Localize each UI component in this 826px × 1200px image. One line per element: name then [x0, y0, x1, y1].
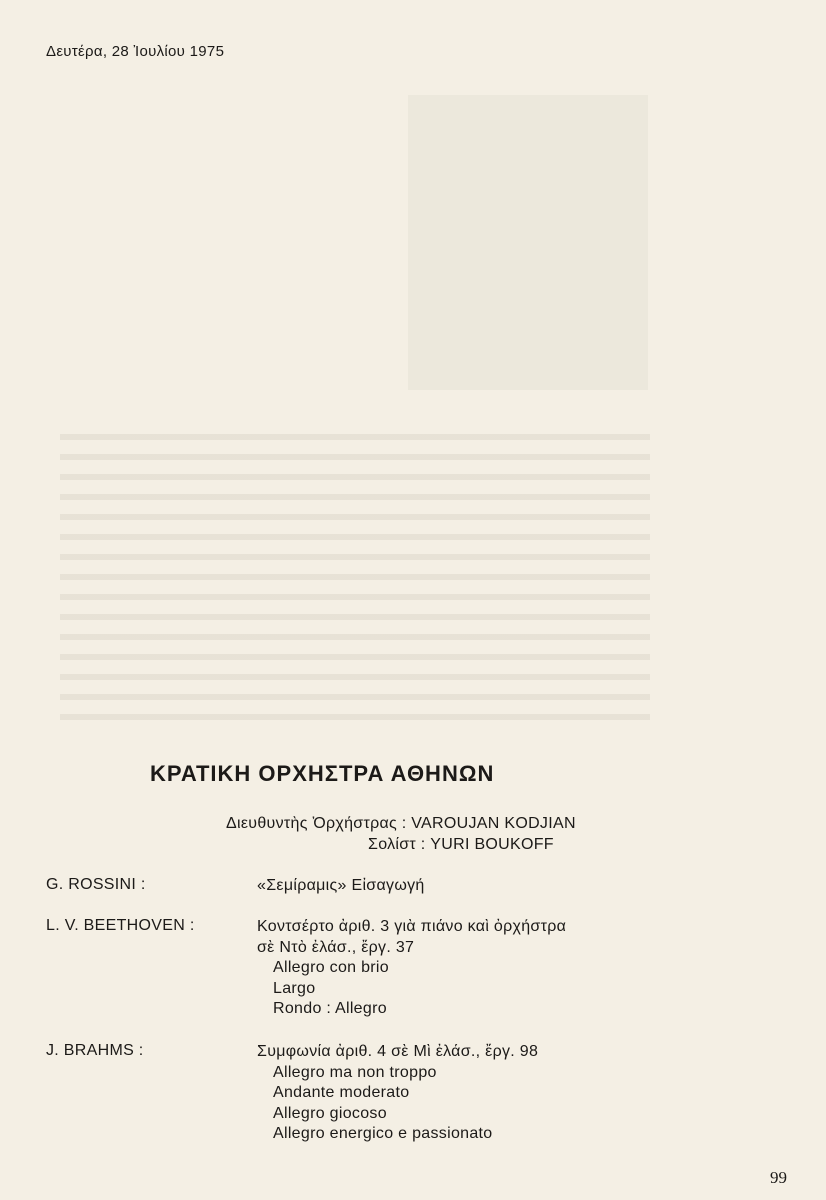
work-title: Κοντσέρτο ἀριθ. 3 γιὰ πιάνο καὶ ὀρχήστρα [257, 918, 567, 935]
bleed-through-shadow [408, 95, 648, 390]
movement-item: Rondo : Allegro [273, 1000, 387, 1017]
soloist-credit: Σολίστ : YURI BOUKOFF [368, 836, 554, 853]
movement-item: Allegro giocoso [273, 1104, 387, 1122]
composer-beethoven: L. V. BEETHOVEN : [46, 917, 195, 934]
movement-item: Largo [273, 979, 316, 997]
composer-brahms: J. BRAHMS : [46, 1042, 144, 1059]
work-rossini [257, 876, 425, 897]
movement-item: Allegro con brio [273, 959, 389, 976]
work-title: Συμφωνία ἀριθ. 4 σὲ Μὶ ἐλάσ., ἔργ. 98 [257, 1043, 539, 1060]
movement-item: Allegro energico e passionato [273, 1125, 493, 1142]
page-date: Δευτέρα, 28 Ἰουλίου 1975 [46, 43, 225, 60]
work-brahms [257, 1042, 538, 1145]
work-title: «Σεμίραμις» Εἰσαγωγή [257, 877, 425, 894]
work-beethoven [257, 917, 566, 1020]
movement-item: Allegro ma non troppo [273, 1063, 437, 1081]
conductor-credit: Διευθυντὴς Ὀρχήστρας : VAROUJAN KODJIAN [226, 815, 576, 832]
composer-rossini: G. ROSSINI : [46, 876, 146, 893]
bleed-through-text [60, 420, 650, 720]
page-number: 99 [770, 1168, 787, 1187]
orchestra-title: ΚΡΑΤΙΚΗ ΟΡΧΗΣΤΡΑ ΑΘΗΝΩΝ [150, 761, 495, 786]
work-subtitle: σὲ Ντὸ ἐλάσ., ἔργ. 37 [257, 938, 415, 956]
movement-item: Andante moderato [273, 1084, 410, 1101]
